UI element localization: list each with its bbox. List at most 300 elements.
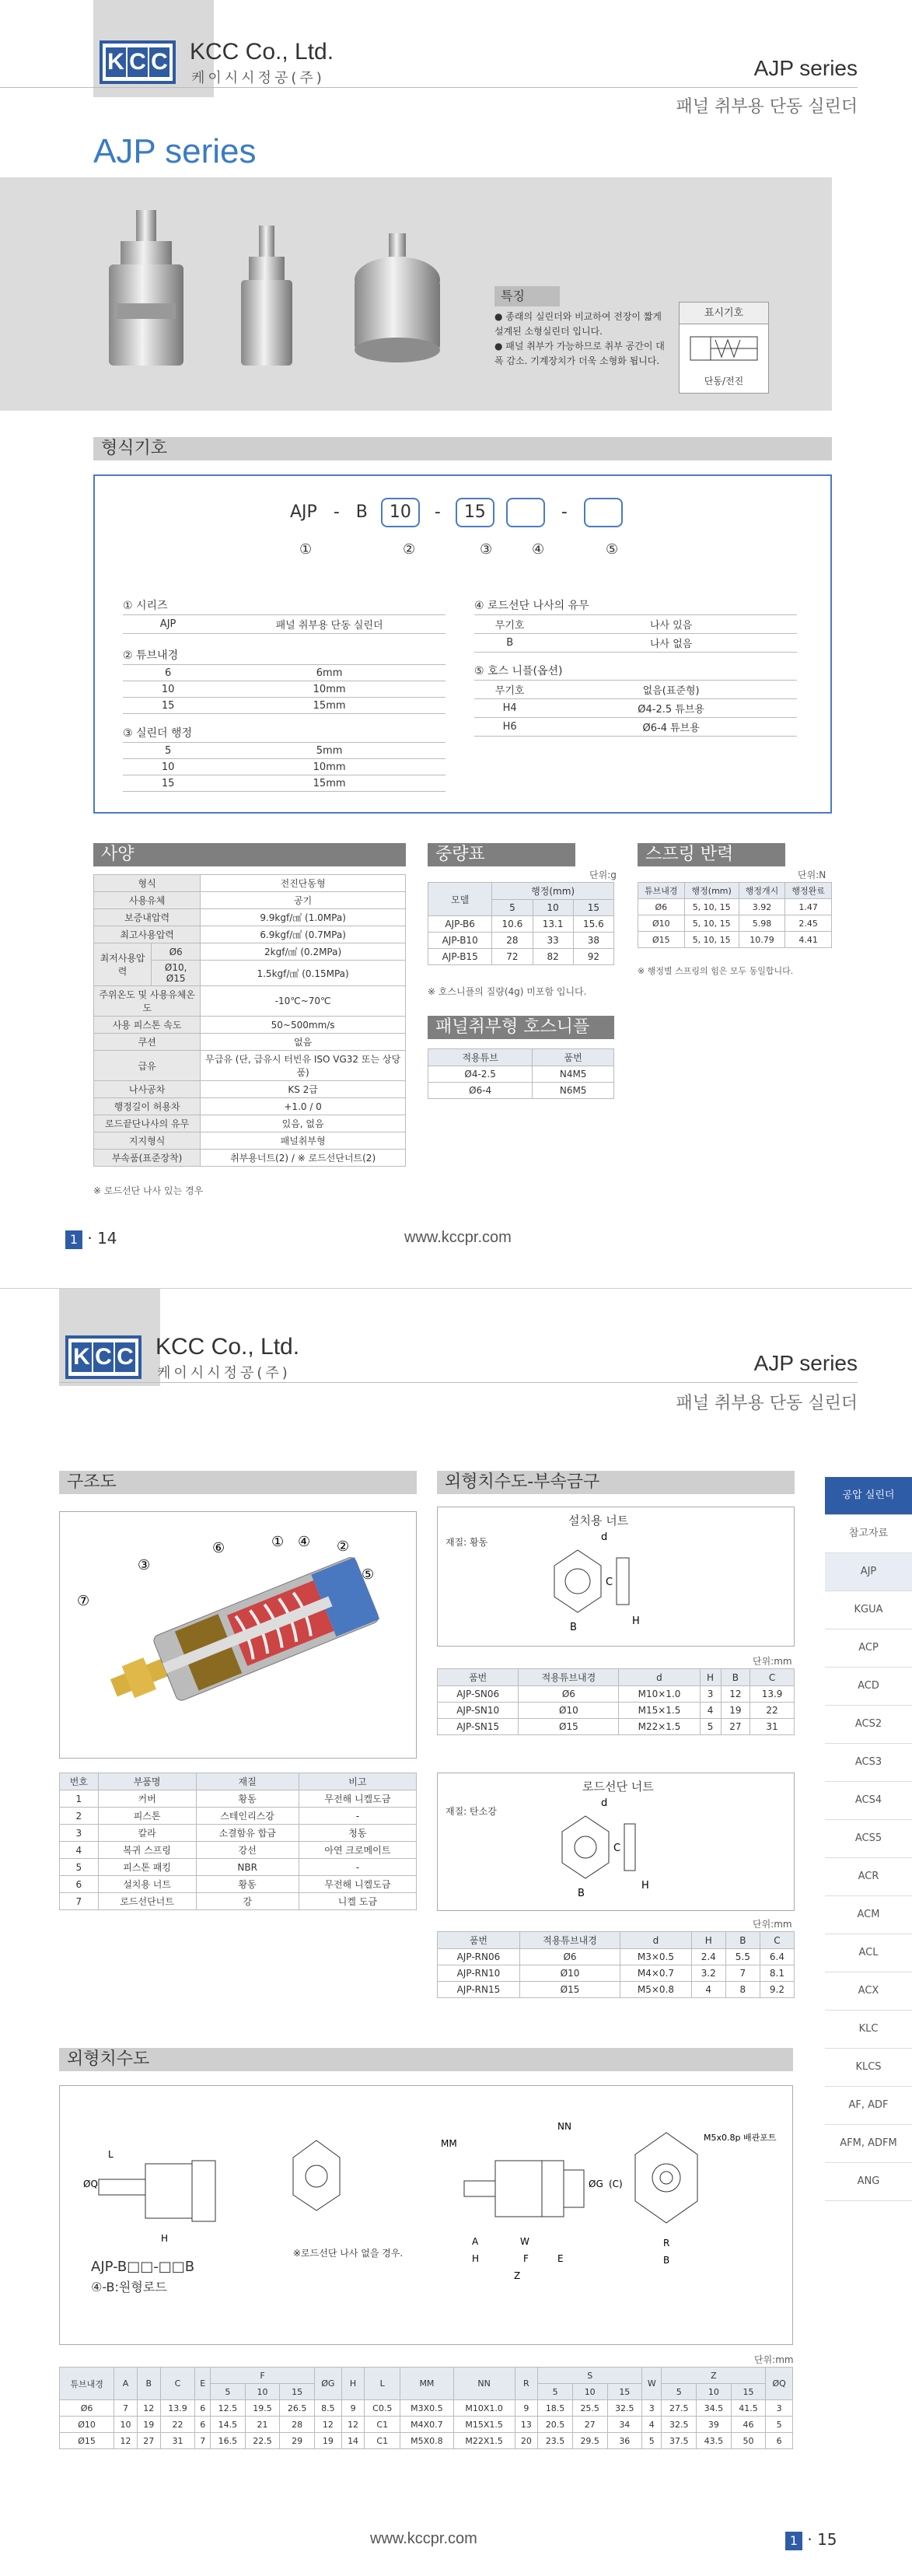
sidebar-item-acl[interactable]: ACL: [825, 1934, 912, 1972]
table-head-cell: d: [619, 1669, 700, 1686]
table-cell: Ø10: [638, 915, 685, 932]
table-head-cell: 번호: [60, 1773, 99, 1790]
svg-text:H: H: [632, 1615, 640, 1627]
table-cell: AJP-RN15: [438, 1982, 520, 1998]
spec-row: [94, 1098, 406, 1115]
sidebar-item--[interactable]: 참고자료: [825, 1515, 912, 1553]
dim-cell: 27: [572, 2417, 607, 2433]
table-row: [123, 665, 446, 681]
sidebar-item--[interactable]: 공압 실린더: [825, 1477, 912, 1515]
rod-nut-material: 재질: 탄소강: [446, 1806, 497, 1817]
pneumatic-symbol-icon: [680, 324, 768, 371]
table-cell: N4M5: [533, 1066, 614, 1083]
table-row: [428, 1083, 614, 1099]
svg-text:B: B: [663, 2255, 670, 2266]
table-cell: 나사 있음: [545, 615, 797, 634]
dim-cell: M22X1.5: [453, 2433, 515, 2449]
spec-label: 로드끝단나사의 유무: [94, 1115, 201, 1132]
dim-cell: 10: [114, 2417, 138, 2433]
sidebar-item-acr[interactable]: ACR: [825, 1858, 912, 1896]
spec-label: 사용유체: [94, 892, 201, 909]
dim-cell: M15X1.5: [453, 2417, 515, 2433]
dim-cell: 6: [195, 2400, 211, 2417]
dim-cell: Ø15: [60, 2433, 114, 2449]
dim-cell: 12: [341, 2417, 365, 2433]
dim-cell: 12: [314, 2417, 341, 2433]
table-row: [123, 615, 446, 634]
table-head: [60, 1773, 417, 1790]
dim-cell: 46: [731, 2417, 766, 2433]
table-cell: 5: [60, 1859, 99, 1876]
dim-row: [60, 2400, 793, 2417]
spec-value: 없음: [201, 1034, 406, 1051]
mount-nut-table: [437, 1668, 795, 1735]
sidebar-item-klcs[interactable]: KLCS: [825, 2049, 912, 2087]
table-cell: 15: [123, 698, 213, 714]
table-cell: 5.5: [725, 1949, 760, 1965]
dim-cell: 27.5: [662, 2400, 697, 2417]
sidebar-item-acp[interactable]: ACP: [825, 1629, 912, 1668]
dim-cell: 20: [515, 2433, 538, 2449]
dim-head-cell: ØG: [314, 2368, 341, 2400]
mount-nut-icon: [539, 1531, 725, 1640]
table-cell: 31: [750, 1719, 795, 1735]
sidebar-item-acs2[interactable]: ACS2: [825, 1706, 912, 1744]
dim-table-unit: 단위:mm: [754, 2354, 794, 2365]
page-title: AJP series: [93, 132, 257, 170]
dim-cell: 28: [280, 2417, 315, 2433]
parts-table: [59, 1773, 417, 1910]
table-head-cell: H: [700, 1669, 721, 1686]
weight-cell: 38: [573, 933, 613, 949]
table-cell: 8.1: [760, 1965, 794, 1982]
svg-text:C: C: [613, 1843, 621, 1854]
table-cell: Ø10: [519, 1703, 619, 1719]
dim-cell: 9: [515, 2400, 538, 2417]
table-cell: 아연 크로메이트: [299, 1842, 416, 1859]
spec-sublabel: Ø10, Ø15: [152, 961, 201, 986]
spec-label: 최고사용압력: [94, 926, 201, 943]
spec-sublabel: Ø6: [152, 943, 201, 961]
section-accessories: 외형치수도-부속금구: [437, 1471, 795, 1494]
dim-cell: 50: [731, 2433, 766, 2449]
weight-note: ※ 호스니플의 질량(4g) 미포함 입니다.: [428, 986, 587, 997]
callout-2: ②: [337, 1538, 350, 1555]
feature-item-2: ● 패널 취부가 가능하므로 취부 공간이 대폭 감소. 기계장치가 더욱 소형화 됩니다.: [494, 341, 665, 366]
dimension-drawings-icon: [60, 2086, 792, 2344]
weight-cell: 10.6: [492, 916, 533, 933]
table-cell: 무전해 니켈도금: [299, 1876, 416, 1893]
svg-text:B: B: [570, 1622, 577, 1633]
code-num-5: ⑤: [606, 541, 619, 558]
spec-value: 6.9kgf/㎠ (0.7MPa): [201, 926, 406, 943]
spec-row: [94, 1034, 406, 1051]
dim-cell: Ø6: [60, 2400, 114, 2417]
dim-head-cell: B: [137, 2368, 160, 2400]
table-cell: 2.45: [785, 915, 832, 932]
weight-col: 10: [533, 900, 573, 916]
callout-4: ④: [298, 1534, 311, 1550]
svg-text:H: H: [161, 2233, 169, 2244]
sidebar-item-acm[interactable]: ACM: [825, 1896, 912, 1934]
table-cell: 5, 10, 15: [684, 932, 739, 948]
cylinder-photo-1: [109, 210, 183, 366]
weight-table: [428, 882, 614, 965]
spring-unit: 단위:N: [798, 870, 826, 880]
dim-cell: 29.5: [572, 2433, 607, 2449]
dim-cell: 7: [195, 2433, 211, 2449]
table-cell: 7: [60, 1893, 99, 1910]
code-box-stroke: 15: [456, 498, 494, 527]
sidebar-item-af-adf[interactable]: AF, ADF: [825, 2087, 912, 2125]
section-spring: 스프링 반력: [638, 843, 785, 866]
dim-note: ※로드선단 나사 없을 경우.: [293, 2248, 404, 2259]
table-row: [60, 1876, 417, 1893]
section-structure: 구조도: [59, 1471, 417, 1494]
table-cell: N6M5: [533, 1083, 614, 1099]
table-row: [638, 915, 832, 932]
weight-cell: 72: [492, 949, 533, 965]
table-cell: M10×1.0: [619, 1686, 700, 1703]
spec-row: [94, 1115, 406, 1132]
rod-nut-unit: 단위:mm: [753, 1919, 792, 1930]
table-cell: 황동: [196, 1876, 299, 1893]
table-cell: 5.98: [739, 915, 785, 932]
table-cell: 6mm: [213, 665, 446, 681]
dim-cell: 12.5: [211, 2400, 246, 2417]
series-table-title: ① 시리즈: [123, 600, 168, 612]
dim-cell: 41.5: [731, 2400, 766, 2417]
spec-value: 9.9kgf/㎠ (1.0MPa): [201, 909, 406, 926]
section-weight: 중량표: [428, 843, 575, 866]
dim-cell: 22: [160, 2417, 195, 2433]
table-row: [638, 932, 832, 948]
kcc-logo: K C C: [100, 40, 176, 84]
weight-col: 15: [573, 900, 613, 916]
table-cell: H6: [474, 718, 545, 737]
page-number: 1 · 15: [785, 2530, 837, 2550]
table-cell: 무전해 니켈도금: [299, 1790, 416, 1808]
table-cell: 5, 10, 15: [684, 915, 739, 932]
table-cell: 칼라: [98, 1825, 196, 1842]
table-cell: Ø6-4: [428, 1083, 533, 1099]
dim-cell: M5X0.8: [400, 2433, 454, 2449]
table-cell: 없음(표준형): [545, 681, 797, 699]
table-row: [123, 681, 446, 698]
spec-label: 부속품(표준장착): [94, 1150, 201, 1167]
footer-url: www.kccpr.com: [404, 1229, 512, 1246]
dim-cell: C0.5: [365, 2400, 400, 2417]
symbol-title: 표시기호: [680, 303, 768, 324]
sidebar-item-acd[interactable]: ACD: [825, 1668, 912, 1706]
dim-cell: 20.5: [538, 2417, 573, 2433]
dim-subhead-cell: 5: [538, 2384, 573, 2400]
spec-row: [94, 926, 406, 943]
dim-cell: 22.5: [245, 2433, 280, 2449]
cylinder-photo-3: [355, 233, 440, 362]
sidebar-item-acs3[interactable]: ACS3: [825, 1744, 912, 1782]
svg-text:W: W: [520, 2236, 529, 2247]
table-cell: AJP-SN06: [438, 1686, 519, 1703]
table-head-cell: C: [750, 1669, 795, 1686]
svg-text:F: F: [523, 2253, 529, 2264]
table-cell: 커버: [98, 1790, 196, 1808]
table-row: [438, 1686, 795, 1703]
table-cell: 3: [60, 1825, 99, 1842]
weight-cell: AJP-B6: [428, 916, 492, 933]
spec-note: ※ 로드선단 나사 있는 경우: [93, 1185, 204, 1196]
dim-cell: 32.5: [607, 2400, 642, 2417]
table-cell: 강선: [196, 1842, 299, 1859]
table-head-cell: d: [620, 1932, 691, 1949]
weight-head: [428, 883, 614, 900]
stroke-table-block: [123, 725, 446, 792]
table-row: [438, 1719, 795, 1735]
dim-cell: 5: [642, 2433, 662, 2449]
spec-label: 행정길이 허용차: [94, 1098, 201, 1115]
svg-text:NN: NN: [557, 2121, 571, 2132]
rod-nut-drawing: [437, 1773, 795, 1911]
weight-row: [428, 949, 614, 965]
table-cell: 무기호: [474, 615, 545, 634]
header-divider: [59, 1382, 858, 1383]
section-spec: 사양: [93, 843, 406, 866]
dim-cell: 23.5: [538, 2433, 573, 2449]
weight-cell: AJP-B10: [428, 933, 492, 949]
table-cell: 패널 취부용 단동 실린더: [213, 615, 446, 634]
hose-table: [474, 680, 797, 737]
dim-cell: 8.5: [314, 2400, 341, 2417]
dim-head-cell: MM: [400, 2368, 454, 2400]
spec-value: 2kgf/㎠ (0.2MPa): [201, 943, 406, 961]
header-subtitle: 패널 취부용 단동 실린더: [676, 97, 858, 117]
table-cell: AJP-RN10: [438, 1965, 520, 1982]
stroke-table-title: ③ 실린더 행정: [123, 727, 193, 740]
sidebar-item-acs4[interactable]: ACS4: [825, 1782, 912, 1820]
svg-text:ØG: ØG: [589, 2179, 603, 2189]
dim-cell: Ø10: [60, 2417, 114, 2433]
table-cell: 7: [725, 1965, 760, 1982]
spec-value: 50~500mm/s: [201, 1017, 406, 1034]
table-cell: M4×0.7: [620, 1965, 691, 1982]
company-name: KCC Co., Ltd.: [155, 1334, 300, 1360]
dim-cell: 25.5: [572, 2400, 607, 2417]
table-cell: 설치용 너트: [98, 1876, 196, 1893]
table-head-cell: 품번: [438, 1669, 519, 1686]
dim-cell: 43.5: [697, 2433, 732, 2449]
dim-cell: 34.5: [697, 2400, 732, 2417]
table-cell: 10mm: [213, 681, 446, 698]
weight-row: [428, 933, 614, 949]
dim-cell: 5: [766, 2417, 793, 2433]
table-row: [60, 1825, 417, 1842]
table-row: [60, 1808, 417, 1825]
dim-row: [60, 2433, 793, 2449]
table-head-cell: 적용튜브내경: [519, 1669, 619, 1686]
dim-cell: 37.5: [662, 2433, 697, 2449]
table-cell: Ø6: [638, 899, 685, 915]
dim-cell: 12: [114, 2433, 138, 2449]
weight-cell: AJP-B15: [428, 949, 492, 965]
spec-row: [94, 892, 406, 909]
dim-cell: M4X0.7: [400, 2417, 454, 2433]
table-cell: NBR: [196, 1859, 299, 1876]
table-cell: 5mm: [213, 743, 446, 759]
sidebar-item-ajp[interactable]: AJP: [825, 1553, 912, 1591]
footer-url: www.kccpr.com: [370, 2530, 477, 2547]
table-cell: 4: [691, 1982, 725, 1998]
table-cell: 10mm: [213, 759, 446, 775]
table-cell: 10: [123, 681, 213, 698]
dim-subhead-cell: 5: [662, 2384, 697, 2400]
dim-cell: 16.5: [211, 2433, 246, 2449]
spec-value: -10℃~70℃: [201, 986, 406, 1017]
table-cell: 무기호: [474, 681, 545, 699]
table-cell: -: [299, 1808, 416, 1825]
sidebar-item-acs5[interactable]: ACS5: [825, 1820, 912, 1858]
hose-table-block: [474, 663, 797, 737]
table-cell: 15mm: [213, 698, 446, 714]
mount-nut-material: 재질: 황동: [446, 1537, 488, 1548]
dim-cell: M10X1.0: [453, 2400, 515, 2417]
table-row: [123, 698, 446, 714]
feature-item-1: ● 종래의 실린더와 비교하여 전장이 짧게 설계된 소형실린더 입니다.: [494, 311, 662, 337]
dim-cell: 19.5: [245, 2400, 280, 2417]
code-box-rod: [506, 498, 545, 527]
table-cell: M3×0.5: [620, 1949, 691, 1965]
page-number: 1 · 14: [65, 1229, 117, 1249]
product-photos: [78, 187, 482, 397]
table-cell: Ø6-4 튜브용: [545, 718, 797, 737]
dim-cell: 34: [607, 2417, 642, 2433]
table-row: [438, 1949, 795, 1965]
company-name: KCC Co., Ltd.: [190, 39, 334, 65]
dim-subhead-cell: 5: [211, 2384, 246, 2400]
sidebar-item-klc[interactable]: KLC: [825, 2011, 912, 2049]
weight-cell: 15.6: [573, 916, 613, 933]
dim-row: [60, 2417, 793, 2433]
dim-cell: 29: [280, 2433, 315, 2449]
table-head-cell: 비고: [299, 1773, 416, 1790]
dim-cell: 26.5: [280, 2400, 315, 2417]
table-head-cell: B: [725, 1932, 760, 1949]
rod-nut-icon: [547, 1797, 733, 1906]
table-cell: Ø6: [519, 1686, 619, 1703]
table-cell: 2.4: [691, 1949, 725, 1965]
table-cell: Ø4-2.5: [428, 1066, 533, 1083]
table-cell: 3.2: [691, 1965, 725, 1982]
dim-subhead-cell: 10: [572, 2384, 607, 2400]
table-row: [60, 1790, 417, 1808]
table-head-cell: 행정개시: [739, 883, 785, 899]
dimension-table: [59, 2367, 793, 2449]
table-head-cell: 재질: [196, 1773, 299, 1790]
table-cell: 12: [721, 1686, 750, 1703]
spec-label: 주위온도 및 사용유체온도: [94, 986, 201, 1017]
dim-cell: 6: [195, 2417, 211, 2433]
table-head-cell: 행정완료: [785, 883, 832, 899]
symbol-caption: 단동/전진: [704, 376, 744, 387]
table-head-cell: 품번: [533, 1049, 614, 1066]
table-row: [60, 1859, 417, 1876]
spec-row: [94, 1081, 406, 1098]
dim-head-cell: H: [341, 2368, 365, 2400]
page-15: [0, 1288, 912, 2576]
rod-nut-table: [437, 1931, 795, 1998]
spec-label: 쿠션: [94, 1034, 201, 1051]
sidebar-item-kgua[interactable]: KGUA: [825, 1591, 912, 1629]
weight-row: [428, 916, 614, 933]
table-cell: 8: [725, 1982, 760, 1998]
table-cell: 6.4: [760, 1949, 794, 1965]
svg-text:C: C: [606, 1577, 613, 1588]
weight-cell: 92: [573, 949, 613, 965]
table-cell: 1.47: [785, 899, 832, 915]
svg-text:E: E: [557, 2253, 564, 2264]
code-num-2: ②: [403, 541, 416, 558]
dim-subhead-cell: 15: [731, 2384, 766, 2400]
dim-cell: 14.5: [211, 2417, 246, 2433]
table-cell: Ø15: [638, 932, 685, 948]
company-name-ko: 케이시시정공(주): [157, 1365, 291, 1381]
code-box-bore: 10: [381, 498, 420, 527]
table-cell: 4.41: [785, 932, 832, 948]
sidebar-item-ang[interactable]: ANG: [825, 2163, 912, 2201]
table-cell: 3.92: [739, 899, 785, 915]
spec-value: 공기: [201, 892, 406, 909]
callout-1: ①: [271, 1534, 285, 1550]
table-row: [474, 699, 797, 718]
dim-head-cell: NN: [453, 2368, 515, 2400]
dim-cell: 32.5: [662, 2417, 697, 2433]
svg-text:d: d: [601, 1797, 608, 1809]
table-cell: 9.2: [760, 1982, 794, 1998]
svg-text:ØQ: ØQ: [83, 2179, 98, 2189]
sidebar-nav: [825, 1477, 912, 2201]
table-cell: 13.9: [750, 1686, 795, 1703]
code-b: B: [355, 502, 368, 522]
dim-cell: 39: [697, 2417, 732, 2433]
spec-row: [94, 875, 406, 892]
table-cell: AJP-RN06: [438, 1949, 520, 1965]
table-cell: M5×0.8: [620, 1982, 691, 1998]
spec-label: 나사공차: [94, 1081, 201, 1098]
dim-head-cell: C: [160, 2368, 195, 2400]
sidebar-item-afm-adfm[interactable]: AFM, ADFM: [825, 2125, 912, 2163]
table-cell: M15×1.5: [619, 1703, 700, 1719]
spec-label: 보증내압력: [94, 909, 201, 926]
rod-table-title: ④ 로드선단 나사의 유무: [474, 600, 589, 612]
table-cell: 15mm: [213, 775, 446, 792]
spec-row: [94, 1132, 406, 1150]
kcc-logo: K C C: [65, 1335, 142, 1379]
table-cell: 나사 없음: [545, 634, 797, 653]
dim-cell: 18.5: [538, 2400, 573, 2417]
table-cell: 피스톤 패킹: [98, 1859, 196, 1876]
table-head-cell: 적용튜브내경: [519, 1932, 620, 1949]
sidebar-item-acx[interactable]: ACX: [825, 1972, 912, 2011]
table-cell: AJP-SN10: [438, 1703, 519, 1719]
dim-head-cell: F: [211, 2368, 315, 2384]
weight-col: 5: [492, 900, 533, 916]
rod-table-block: [474, 597, 797, 653]
code-num-3: ③: [480, 541, 493, 558]
weight-cell: 28: [492, 933, 533, 949]
dim-head-cell: ØQ: [766, 2368, 793, 2400]
table-row: [60, 1842, 417, 1859]
spec-label: 최저사용압력: [94, 943, 152, 986]
weight-cell: 13.1: [533, 916, 573, 933]
